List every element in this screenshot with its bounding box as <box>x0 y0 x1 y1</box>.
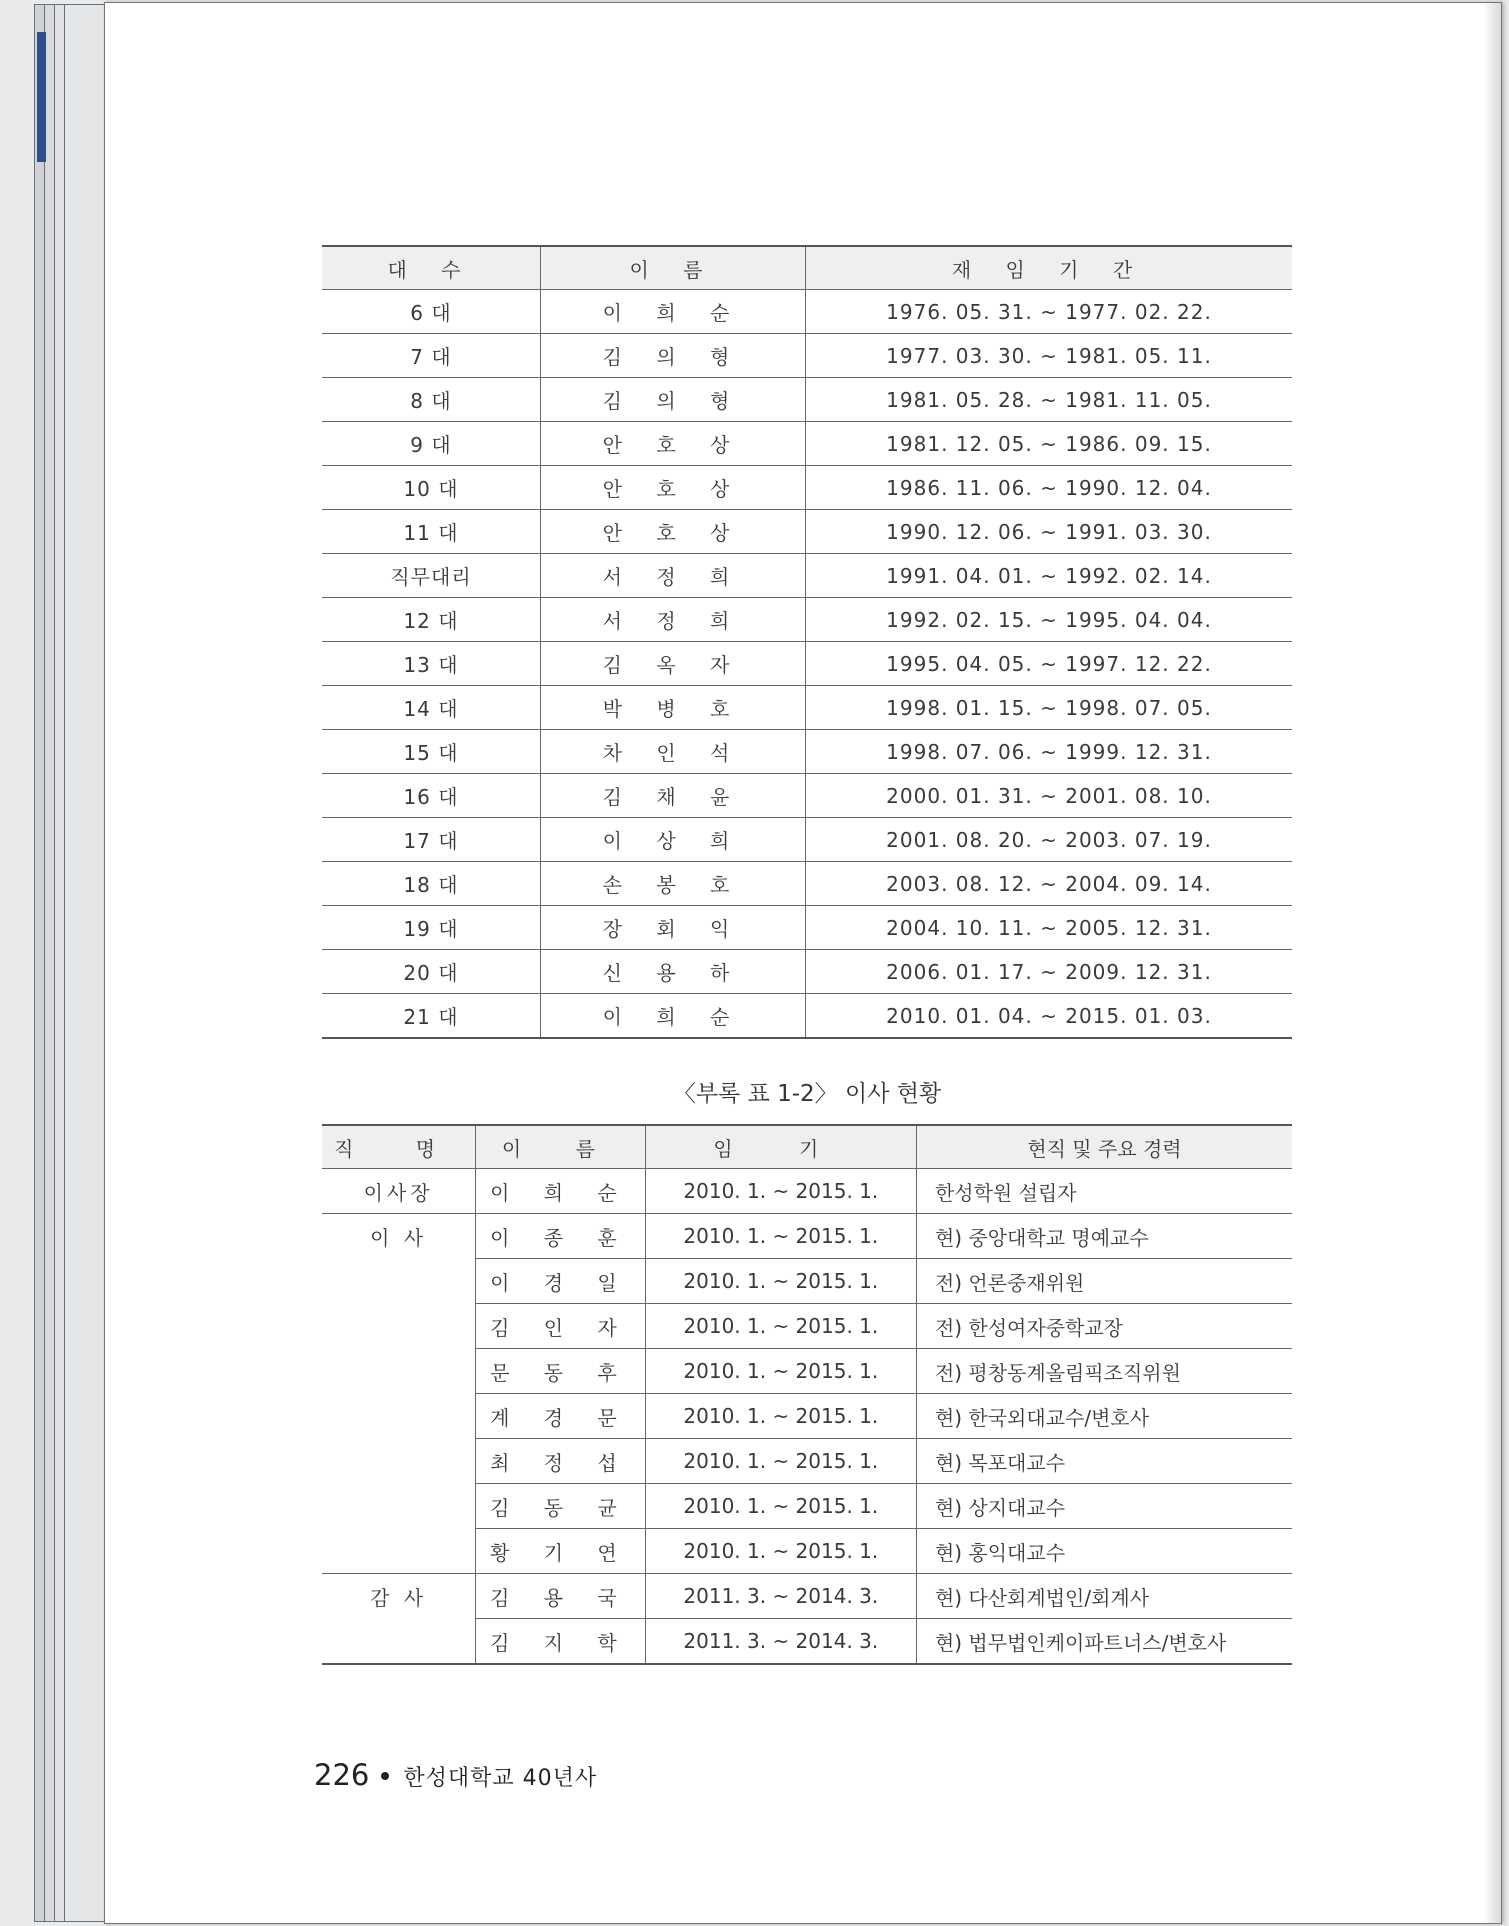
cell-name: 이 종 훈 <box>476 1214 646 1259</box>
cell-term: 6 대 <box>322 290 541 334</box>
cell-name: 서 정 희 <box>541 554 806 598</box>
cell-career: 현) 한국외대교수/변호사 <box>916 1394 1292 1439</box>
table-row <box>322 686 1292 730</box>
cell-period: 2010. 01. 04. ~ 2015. 01. 03. <box>806 994 1293 1039</box>
header-term: 대 수 <box>322 246 541 290</box>
cell-tenure: 2011. 3. ~ 2014. 3. <box>645 1619 916 1665</box>
cell-period: 1998. 01. 15. ~ 1998. 07. 05. <box>806 686 1293 730</box>
page-footer <box>314 1758 597 1792</box>
header-position: 직 명 <box>322 1125 476 1169</box>
cell-career: 전) 평창동계올림픽조직위원 <box>916 1349 1292 1394</box>
cell-term: 16 대 <box>322 774 541 818</box>
table-row <box>322 906 1292 950</box>
cell-career: 현) 홍익대교수 <box>916 1529 1292 1574</box>
table-row <box>322 290 1292 334</box>
table-row <box>322 730 1292 774</box>
table-row <box>322 466 1292 510</box>
cell-term: 11 대 <box>322 510 541 554</box>
cell-name: 김 용 국 <box>476 1574 646 1619</box>
cell-tenure: 2010. 1. ~ 2015. 1. <box>645 1214 916 1259</box>
cell-term: 12 대 <box>322 598 541 642</box>
cell-tenure: 2010. 1. ~ 2015. 1. <box>645 1304 916 1349</box>
cell-period: 1976. 05. 31. ~ 1977. 02. 22. <box>886 299 1212 324</box>
cell-career: 전) 언론중재위원 <box>916 1259 1292 1304</box>
cell-name: 문 동 후 <box>476 1349 646 1394</box>
cell-period: 1991. 04. 01. ~ 1992. 02. 14. <box>806 554 1293 598</box>
cell-position <box>322 1529 476 1574</box>
cell-name: 안 호 상 <box>541 466 806 510</box>
cell-name: 최 정 섭 <box>476 1439 646 1484</box>
table-row <box>322 1574 1292 1619</box>
table-row <box>322 1484 1292 1529</box>
table-row <box>322 422 1292 466</box>
cell-period: 2000. 01. 31. ~ 2001. 08. 10. <box>806 774 1293 818</box>
cell-term: 10 대 <box>322 466 541 510</box>
cell-name: 김 의 형 <box>541 334 806 378</box>
cell-position <box>322 1484 476 1529</box>
cell-name: 이 희 순 <box>541 290 806 334</box>
cell-term: 8 대 <box>322 378 541 422</box>
cell-term: 15 대 <box>322 730 541 774</box>
cell-term: 9 대 <box>322 422 541 466</box>
cell-career: 전) 한성여자중학교장 <box>916 1304 1292 1349</box>
table-row <box>322 818 1292 862</box>
cell-tenure: 2010. 1. ~ 2015. 1. <box>645 1169 916 1214</box>
table-caption: 〈부록 표 1-2〉 이사 현황 <box>672 1081 942 1107</box>
board-members-table <box>322 1124 1292 1665</box>
table-row <box>322 554 1292 598</box>
cell-term: 17 대 <box>322 818 541 862</box>
cell-name: 안 호 상 <box>541 422 806 466</box>
header-tenure: 임 기 <box>645 1125 916 1169</box>
cell-career: 현) 상지대교수 <box>916 1484 1292 1529</box>
cell-period: 2003. 08. 12. ~ 2004. 09. 14. <box>806 862 1293 906</box>
cell-name: 차 인 석 <box>541 730 806 774</box>
cell-name: 김 동 균 <box>476 1484 646 1529</box>
cell-tenure: 2010. 1. ~ 2015. 1. <box>645 1259 916 1304</box>
table-row <box>322 1439 1292 1484</box>
table-row <box>322 1304 1292 1349</box>
cell-career: 현) 다산회계법인/회계사 <box>916 1574 1292 1619</box>
table-row <box>322 1349 1292 1394</box>
page-fold-shadow <box>1483 3 1501 1923</box>
header-name: 이 름 <box>476 1125 646 1169</box>
table-row <box>322 510 1292 554</box>
cell-period: 1977. 03. 30. ~ 1981. 05. 11. <box>806 334 1293 378</box>
book-page-edges <box>34 4 114 1922</box>
table-row <box>322 994 1292 1039</box>
cell-name: 장 회 익 <box>541 906 806 950</box>
cell-term: 14 대 <box>322 686 541 730</box>
cell-tenure: 2010. 1. ~ 2015. 1. <box>645 1439 916 1484</box>
cell-tenure: 2010. 1. ~ 2015. 1. <box>645 1529 916 1574</box>
cell-tenure: 2010. 1. ~ 2015. 1. <box>645 1394 916 1439</box>
cell-name: 김 옥 자 <box>541 642 806 686</box>
header-career: 현직 및 주요 경력 <box>916 1125 1292 1169</box>
cell-term: 7 대 <box>322 334 541 378</box>
cell-term: 21 대 <box>322 994 541 1039</box>
cell-period: 1981. 12. 05. ~ 1986. 09. 15. <box>806 422 1293 466</box>
cell-tenure: 2011. 3. ~ 2014. 3. <box>645 1574 916 1619</box>
cell-position <box>322 1394 476 1439</box>
cell-name: 이 경 일 <box>476 1259 646 1304</box>
cell-name: 신 용 하 <box>541 950 806 994</box>
cell-name: 서 정 희 <box>541 598 806 642</box>
table-row <box>322 598 1292 642</box>
cell-name: 이 희 순 <box>541 994 806 1039</box>
cell-name: 이 상 희 <box>541 818 806 862</box>
table-row <box>322 1394 1292 1439</box>
cell-tenure: 2010. 1. ~ 2015. 1. <box>645 1484 916 1529</box>
cell-position <box>322 1304 476 1349</box>
table-row <box>322 334 1292 378</box>
table-row <box>322 1619 1292 1665</box>
cell-career: 현) 중앙대학교 명예교수 <box>916 1214 1292 1259</box>
table-row <box>322 642 1292 686</box>
cell-name: 김 지 학 <box>476 1619 646 1665</box>
table-row <box>322 950 1292 994</box>
cell-period: 1998. 07. 06. ~ 1999. 12. 31. <box>806 730 1293 774</box>
table-row <box>322 378 1292 422</box>
table-header-row <box>322 1125 1292 1169</box>
cell-position <box>322 1259 476 1304</box>
cell-name: 김 의 형 <box>541 378 806 422</box>
cover-band <box>37 32 46 162</box>
cell-career: 한성학원 설립자 <box>934 1180 1077 1205</box>
cell-period: 1995. 04. 05. ~ 1997. 12. 22. <box>806 642 1293 686</box>
table-row <box>322 774 1292 818</box>
cell-name: 박 병 호 <box>541 686 806 730</box>
cell-term: 13 대 <box>322 642 541 686</box>
table-row <box>322 862 1292 906</box>
cell-position <box>322 1619 476 1665</box>
cell-name: 손 봉 호 <box>541 862 806 906</box>
cell-name: 황 기 연 <box>476 1529 646 1574</box>
cell-period: 2001. 08. 20. ~ 2003. 07. 19. <box>806 818 1293 862</box>
cell-period: 1986. 11. 06. ~ 1990. 12. 04. <box>806 466 1293 510</box>
cell-position: 이사장 <box>322 1169 476 1214</box>
table-row <box>322 1529 1292 1574</box>
bullet-icon <box>381 1772 389 1780</box>
table-header-row <box>322 246 1292 290</box>
presidents-table <box>322 245 1292 1039</box>
cell-name: 김 인 자 <box>476 1304 646 1349</box>
cell-term: 직무대리 <box>322 554 541 598</box>
cell-tenure: 2010. 1. ~ 2015. 1. <box>645 1349 916 1394</box>
header-name: 이 름 <box>541 246 806 290</box>
cell-position <box>322 1439 476 1484</box>
cell-position <box>322 1349 476 1394</box>
header-period: 재 임 기 간 <box>806 246 1293 290</box>
table-row <box>322 1259 1292 1304</box>
cell-position: 이 사 <box>322 1214 476 1259</box>
cell-name: 계 경 문 <box>476 1394 646 1439</box>
cell-name: 김 채 윤 <box>541 774 806 818</box>
cell-term: 19 대 <box>322 906 541 950</box>
book-title: 한성대학교 40년사 <box>403 1766 598 1791</box>
cell-period: 1981. 05. 28. ~ 1981. 11. 05. <box>806 378 1293 422</box>
cell-period: 2004. 10. 11. ~ 2005. 12. 31. <box>806 906 1293 950</box>
cell-career: 현) 목포대교수 <box>916 1439 1292 1484</box>
cell-period: 2006. 01. 17. ~ 2009. 12. 31. <box>806 950 1293 994</box>
table-row <box>322 1214 1292 1259</box>
table-row <box>322 1169 1292 1214</box>
cell-name: 이 희 순 <box>476 1169 646 1214</box>
cell-period: 1990. 12. 06. ~ 1991. 03. 30. <box>806 510 1293 554</box>
cell-career: 현) 법무법인케이파트너스/변호사 <box>916 1619 1292 1665</box>
page-number: 226 <box>314 1758 370 1792</box>
cell-period: 1992. 02. 15. ~ 1995. 04. 04. <box>806 598 1293 642</box>
cell-term: 20 대 <box>322 950 541 994</box>
cell-position: 감 사 <box>322 1574 476 1619</box>
cell-name: 안 호 상 <box>541 510 806 554</box>
cell-term: 18 대 <box>322 862 541 906</box>
